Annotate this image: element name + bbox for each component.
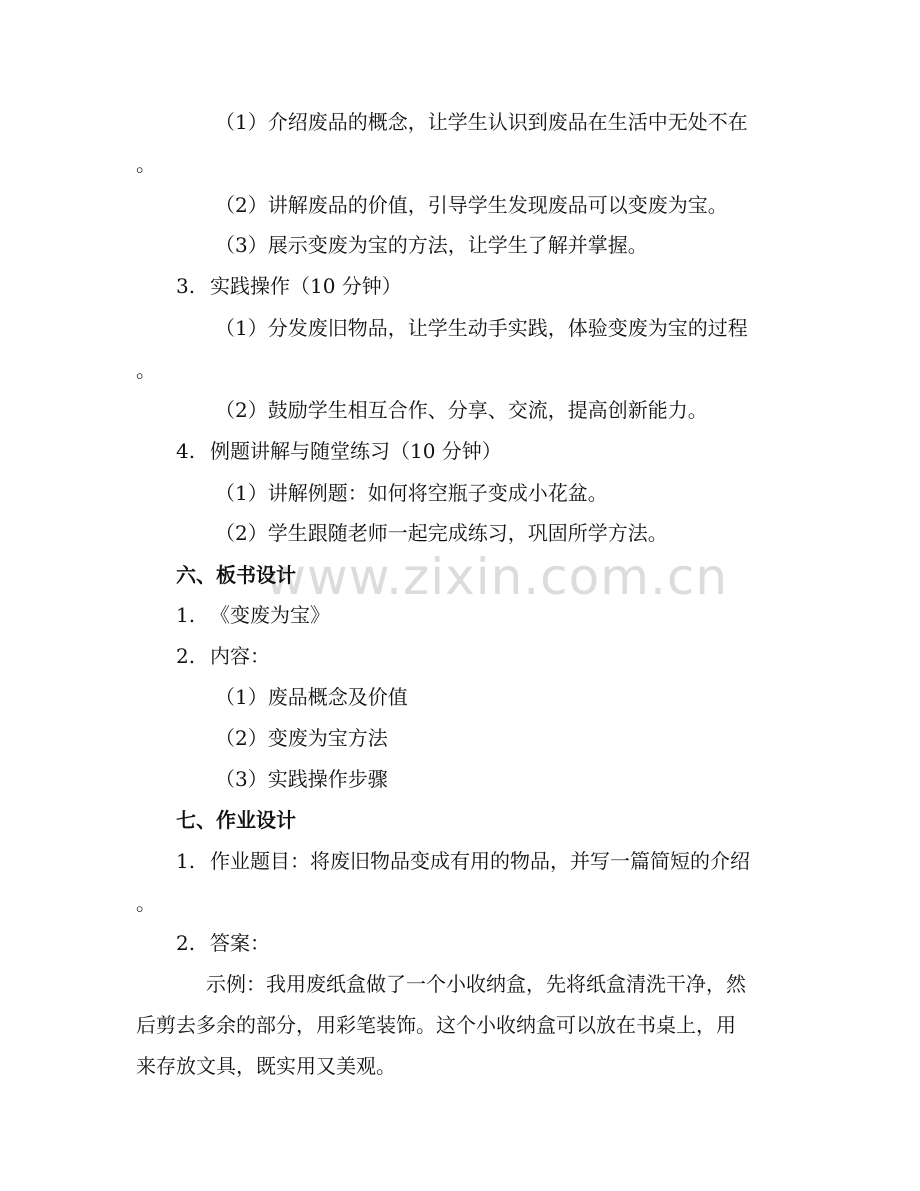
- s7-item1-line2: 。: [136, 891, 156, 915]
- s5-item3-sub1-line2: 。: [136, 358, 156, 382]
- s5-item2-sub3: （3）展示变废为宝的方法，让学生了解并掌握。: [215, 233, 648, 257]
- s5-item2-sub2: （2）讲解废品的价值，引导学生发现废品可以变废为宝。: [215, 193, 728, 217]
- s5-item4-sub1: （1）讲解例题：如何将空瓶子变成小花盆。: [215, 481, 608, 505]
- s6-item2-sub1: （1）废品概念及价值: [215, 685, 408, 709]
- list-number: 1.: [176, 603, 196, 627]
- s6-item2: [176, 642, 270, 670]
- watermark: www.zixin.com.cn: [265, 548, 729, 606]
- list-number: 4.: [176, 439, 196, 463]
- list-number: 2.: [176, 644, 196, 668]
- s5-item2-sub1-line1: （1）介绍废品的概念，让学生认识到废品在生活中无处不在: [215, 110, 748, 134]
- list-text: 答案：: [210, 931, 270, 955]
- s6-item2-sub2: （2）变废为宝方法: [215, 726, 388, 750]
- list-text: 实践操作（10 分钟）: [210, 274, 402, 298]
- list-number: 1.: [176, 849, 196, 873]
- section7-heading: 七、作业设计: [176, 808, 296, 832]
- s7-example-line1: 示例：我用废纸盒做了一个小收纳盒，先将纸盒清洗干净，然: [206, 972, 746, 996]
- list-number: 2.: [176, 931, 196, 955]
- section6-heading: 六、板书设计: [176, 563, 296, 587]
- s5-item4-title: [176, 437, 502, 465]
- s7-item1-line1: [176, 847, 750, 875]
- list-number: 3.: [176, 274, 196, 298]
- s5-item3-sub2: （2）鼓励学生相互合作、分享、交流，提高创新能力。: [215, 398, 708, 422]
- list-text: 作业题目：将废旧物品变成有用的物品，并写一篇简短的介绍: [210, 849, 750, 873]
- s6-item1: [176, 601, 330, 629]
- s5-item3-sub1-line1: （1）分发废旧物品，让学生动手实践，体验变废为宝的过程: [215, 316, 748, 340]
- list-text: 内容：: [210, 644, 270, 668]
- s5-item4-sub2: （2）学生跟随老师一起完成练习，巩固所学方法。: [215, 521, 668, 545]
- s5-item3-title: [176, 272, 402, 300]
- s5-item2-sub1-line2: 。: [136, 152, 156, 176]
- list-text: 例题讲解与随堂练习（10 分钟）: [210, 439, 502, 463]
- s7-example-line3: 来存放文具，既实用又美观。: [136, 1054, 396, 1078]
- list-text: 《变废为宝》: [210, 603, 330, 627]
- s7-example-line2: 后剪去多余的部分，用彩笔装饰。这个小收纳盒可以放在书桌上，用: [136, 1013, 736, 1037]
- s6-item2-sub3: （3）实践操作步骤: [215, 767, 388, 791]
- s7-item2: [176, 929, 270, 957]
